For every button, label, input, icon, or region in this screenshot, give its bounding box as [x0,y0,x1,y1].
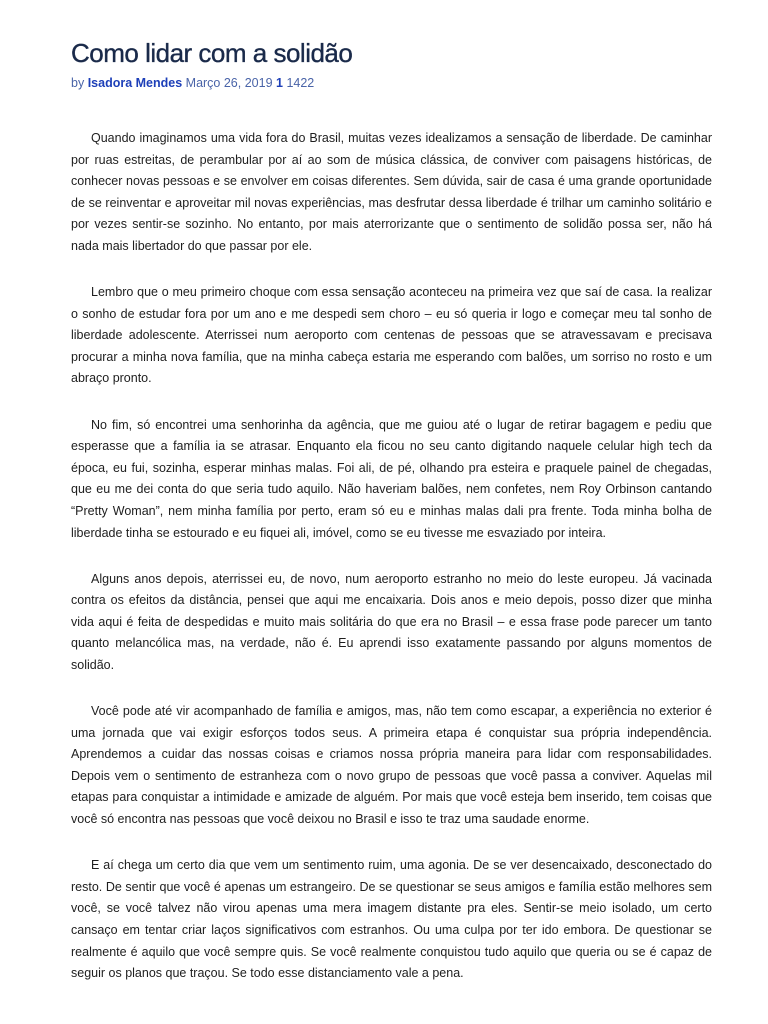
article-body [71,128,712,1009]
article-paragraph: E aí chega um certo dia que vem um sentimento ruim, uma agonia. De se ver desencaixado, desconectado do resto. De sentir que você é apenas um estrangeiro. De se questionar se seus amigos e família estão melhores sem você, se você talvez não virou apenas uma mera imagem distante pra eles. Sentir-se meio isolado, um certo cansaço em tentar criar laços significativos com estranhos. Ou uma culpa por ter ido embora. De questionar se realmente é aquilo que você sempre quis. Se você realmente conquistou tudo aquilo que queria ou se é capaz de seguir os planos que traçou. Se todo esse distanciamento vale a pena. [71,858,712,981]
comments-count-link[interactable]: 1 [276,76,283,90]
article-meta [71,76,314,90]
article-paragraph: Quando imaginamos uma vida fora do Brasil, muitas vezes idealizamos a sensação de liberdade. De caminhar por ruas estreitas, de perambular por aí ao som de música clássica, de conviver com paisagens históricas, de conhecer novas pessoas e se envolver em coisas diferentes. Sem dúvida, sair de casa é uma grande oportunidade de se reinventar e aproveitar mil novas experiências, mas desfrutar dessa liberdade é trilhar um caminho solitário e por vezes sentir-se sozinho. No entanto, por mais aterrorizante que o sentimento de solidão possa ser, não há nada mais libertador do que passar por ele. [71,131,712,253]
views-count: 1422 [286,76,315,90]
article-paragraph: No fim, só encontrei uma senhorinha da agência, que me guiou até o lugar de retirar bagagem e pediu que esperasse que a família ia se atrasar. Enquanto ela ficou no seu canto digitando naquele celular high tech da época, eu fui, sozinha, esperar minhas malas. Foi ali, de pé, olhando pra esteira e praquele painel de chegadas, que eu me dei conta do que seria tudo aquilo. Não haveriam balões, nem confetes, nem Roy Orbinson cantando “Pretty Woman”, nem minha família por perto, eram só eu e minhas malas dali pra frente. Toda minha bolha de liberdade tinha se estourado e eu fiquei ali, imóvel, como se eu tivesse me esvaziado por inteira. [71,417,712,540]
article-paragraph: Você pode até vir acompanhado de família e amigos, mas, não tem como escapar, a experiência no exterior é uma jornada que vai exigir esforços todos seus. A primeira etapa é conquistar sua própria independência. Aprendemos a cuidar das nossas coisas e criamos nossa própria maneira para lidar com responsabilidades. Depois vem o sentimento de estranheza com o novo grupo de pessoas que você passa a conviver. Aquelas mil etapas para conquistar a intimidade e amizade de alguém. Por mais que você esteja bem inserido, tem coisas que você só encontra nas pessoas que você deixou no Brasil e isso te traz uma saudade enorme. [71,704,712,827]
article-paragraph: Alguns anos depois, aterrissei eu, de novo, num aeroporto estranho no meio do leste europeu. Já vacinada contra os efeitos da distância, pensei que aqui me encaixaria. Dois anos e meio depois, posso dizer que minha vida aqui é feita de despedidas e muito mais solitária do que era no Brasil – e essa frase pode parecer um tanto quanto melancólica mas, na verdade, não é. Eu aprendi isso exatamente passando por alguns momentos de solidão. [71,571,712,672]
article-paragraph: Lembro que o meu primeiro choque com essa sensação aconteceu na primeira vez que saí de casa. Ia realizar o sonho de estudar fora por um ano e me despedi sem choro – eu só queria ir logo e começar meu tal sonho de liberdade adolescente. Aterrissei num aeroporto com centenas de pessoas que se atravessavam e precisava procurar a minha nova família, que na minha cabeça estaria me esperando com balões, um sorriso no rosto e um abraço pronto. [71,285,712,386]
by-label: by [71,76,85,90]
publish-date: Março 26, 2019 [185,76,273,90]
article-title: Como lidar com a solidão [71,38,353,68]
author-link[interactable]: Isadora Mendes [87,76,183,90]
